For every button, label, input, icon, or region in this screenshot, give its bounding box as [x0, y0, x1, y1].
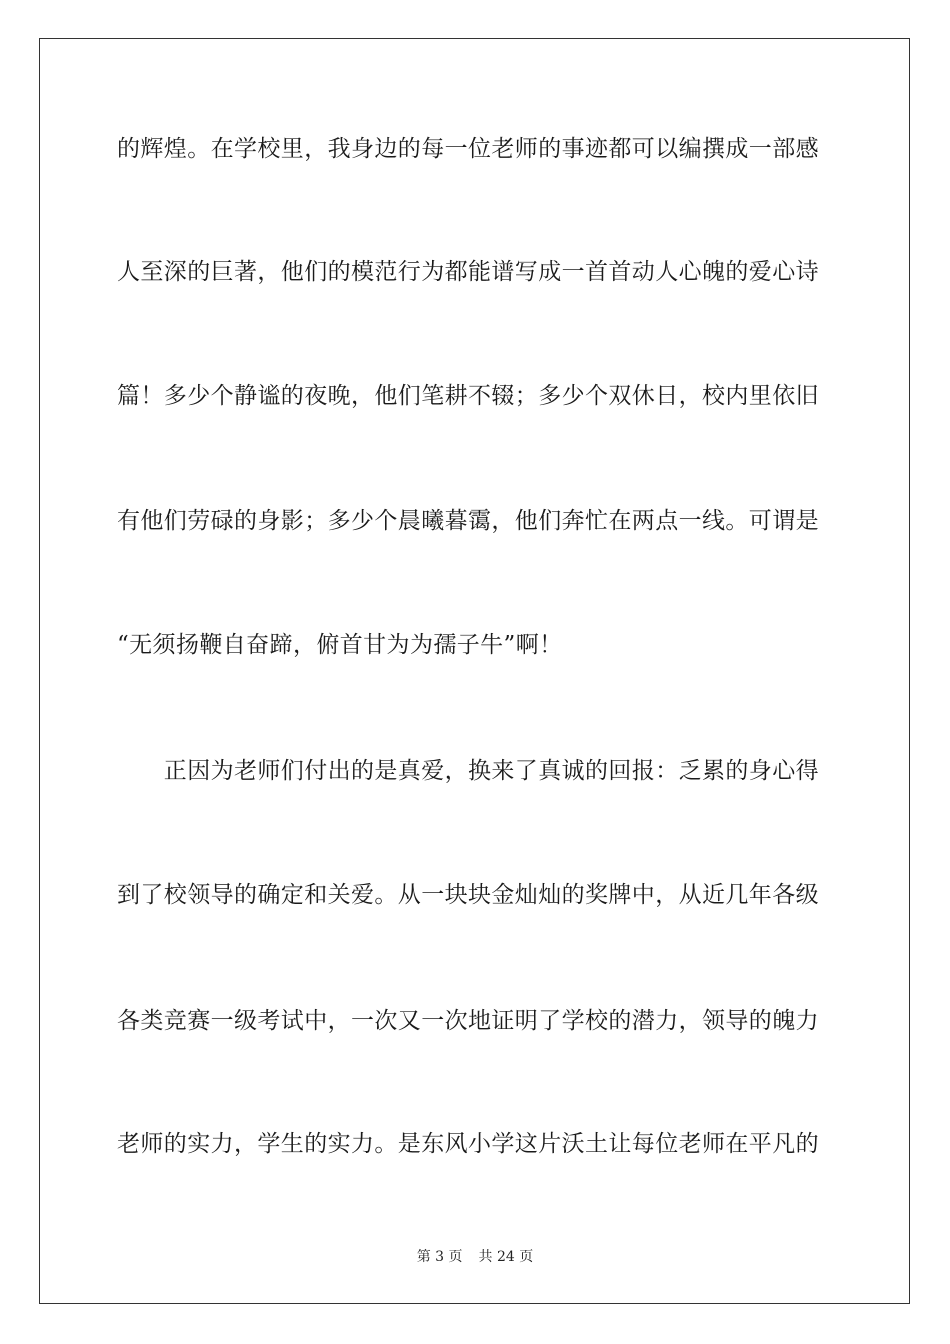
text-line-6: 正因为老师们付出的是真爱，换来了真诚的回报：乏累的身心得: [117, 758, 819, 784]
text-line-3: 篇！多少个静谧的夜晚，他们笔耕不辍；多少个双休日，校内里依旧: [117, 383, 819, 409]
page-border: [39, 38, 910, 1304]
text-line-5: “无须扬鞭自奋蹄，俯首甘为为孺子牛”啊！: [117, 632, 563, 658]
text-line-7: 到了校领导的确定和关爱。从一块块金灿灿的奖牌中，从近几年各级: [117, 882, 819, 908]
text-line-8: 各类竞赛一级考试中，一次又一次地证明了学校的潜力，领导的魄力: [117, 1008, 819, 1034]
text-line-9: 老师的实力，学生的实力。是东风小学这片沃土让每位老师在平凡的: [117, 1131, 819, 1157]
page-number: 第 3 页: [416, 1249, 463, 1265]
text-line-2: 人至深的巨著，他们的模范行为都能谱写成一首首动人心魄的爱心诗: [117, 259, 819, 285]
text-line-1: 的辉煌。在学校里，我身边的每一位老师的事迹都可以编撰成一部感: [117, 136, 819, 162]
text-line-4: 有他们劳碌的身影；多少个晨曦暮霭，他们奔忙在两点一线。可谓是: [117, 508, 819, 534]
page-footer: [0, 1248, 950, 1266]
page-total: 共 24 页: [478, 1249, 534, 1265]
